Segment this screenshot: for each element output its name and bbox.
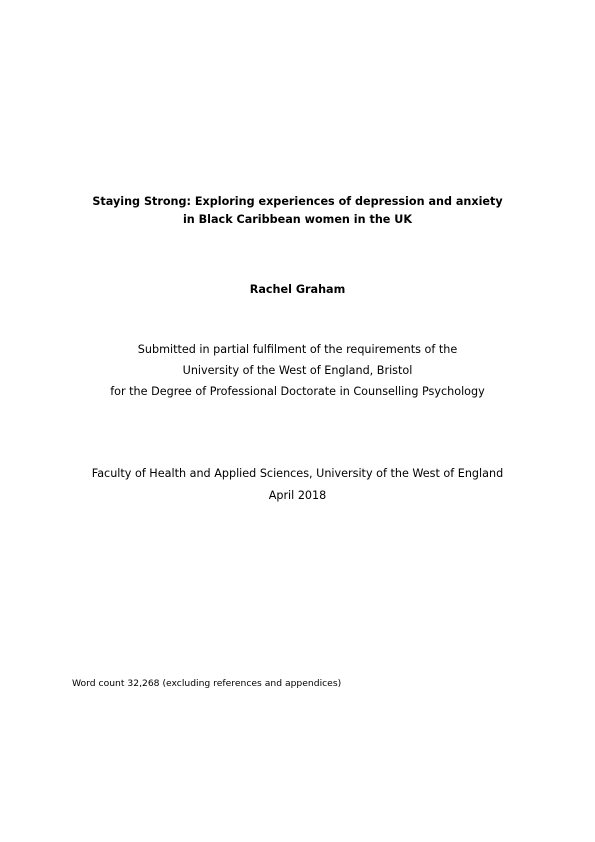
thesis-title-line-1: Staying Strong: Exploring experiences of depression and anxiety <box>92 195 503 208</box>
submission-statement-line-3: for the Degree of Professional Doctorate in Counselling Psychology <box>110 385 485 398</box>
thesis-title-line-2: in Black Caribbean women in the UK <box>182 213 413 226</box>
author-name: Rachel Graham <box>249 283 346 296</box>
submission-date: April 2018 <box>268 489 327 502</box>
faculty-affiliation: Faculty of Health and Applied Sciences, University of the West of England <box>91 467 504 480</box>
submission-statement-line-1: Submitted in partial fulfilment of the requirements of the <box>137 343 458 356</box>
word-count-note: Word count 32,268 (excluding references and appendices) <box>72 678 342 689</box>
submission-statement-line-2: University of the West of England, Bristol <box>182 364 413 377</box>
